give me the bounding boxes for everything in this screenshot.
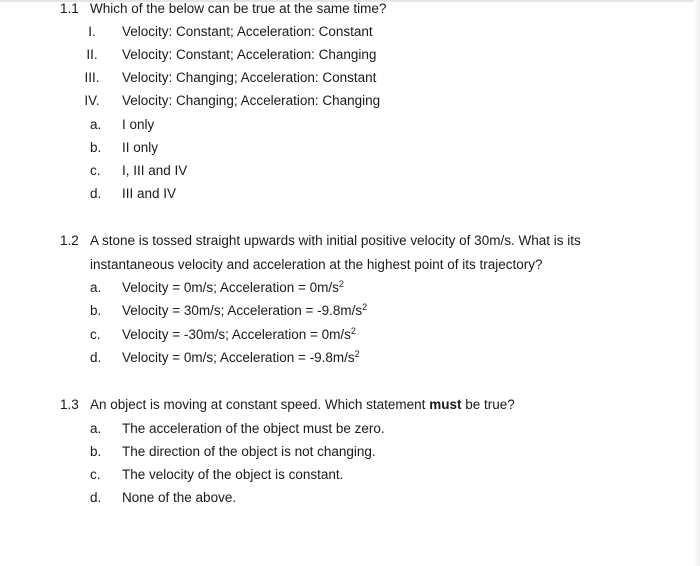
emphasis-must: must: [429, 397, 462, 412]
exponent: 2: [338, 279, 344, 289]
statement-text: Velocity: Changing; Acceleration: Changing: [122, 93, 381, 108]
statement-text: Velocity: Changing; Acceleration: Constant: [122, 70, 377, 85]
question-number: 1.1: [60, 1, 79, 16]
option-text: I only: [122, 117, 155, 132]
option-text: Velocity = -30m/s; Acceleration = $0m/s^2$: [122, 326, 356, 342]
option-label: c.: [90, 163, 101, 178]
question-number: 1.2: [60, 233, 79, 248]
question-text-line-2: instantaneous velocity and acceleration at the highest point of its trajectory?: [90, 257, 543, 272]
option-text: The acceleration of the object must be zero.: [122, 421, 385, 436]
option-label: b.: [90, 303, 102, 318]
option-text: None of the above.: [122, 490, 237, 505]
option-label: b.: [90, 140, 102, 155]
statement-text: Velocity: Constant; Acceleration: Constant: [122, 24, 373, 39]
option-label: d.: [90, 350, 102, 365]
statement-label: III.: [84, 70, 100, 85]
statement-label: IV.: [84, 93, 100, 108]
statement-label: II.: [86, 47, 98, 62]
option-label: a.: [90, 117, 102, 132]
exponent: 2: [354, 349, 360, 359]
question-number: 1.3: [60, 397, 79, 412]
exponent: 2: [350, 326, 356, 336]
statement-label: I.: [88, 24, 96, 39]
option-label: d.: [90, 490, 102, 505]
question-text: An object is moving at constant speed. Which statement must be true?: [90, 397, 515, 412]
option-text: I, III and IV: [122, 163, 188, 178]
option-label: a.: [90, 280, 102, 295]
option-label: c.: [90, 327, 101, 342]
option-label: a.: [90, 421, 102, 436]
question-text: Which of the below can be true at the same time?: [90, 1, 387, 16]
right-edge: [694, 0, 700, 566]
option-text: The direction of the object is not changing.: [122, 444, 376, 459]
option-text: II only: [122, 140, 159, 155]
statement-text: Velocity: Constant; Acceleration: Changing: [122, 47, 377, 62]
option-text: III and IV: [122, 186, 177, 201]
option-label: b.: [90, 444, 102, 459]
option-label: c.: [90, 467, 101, 482]
option-text: The velocity of the object is constant.: [122, 467, 344, 482]
question-text-line-1: A stone is tossed straight upwards with initial positive velocity of 30m/s. What is its: [90, 233, 581, 248]
option-text: Velocity = 30m/s; Acceleration = $-9.8m/s^2$: [122, 302, 368, 318]
option-text: Velocity = 0m/s; Acceleration = $0m/s^2$: [122, 279, 344, 295]
exponent: 2: [362, 302, 368, 312]
option-label: d.: [90, 186, 102, 201]
option-text: Velocity = 0m/s; Acceleration = $-9.8m/s^2$: [122, 349, 360, 365]
